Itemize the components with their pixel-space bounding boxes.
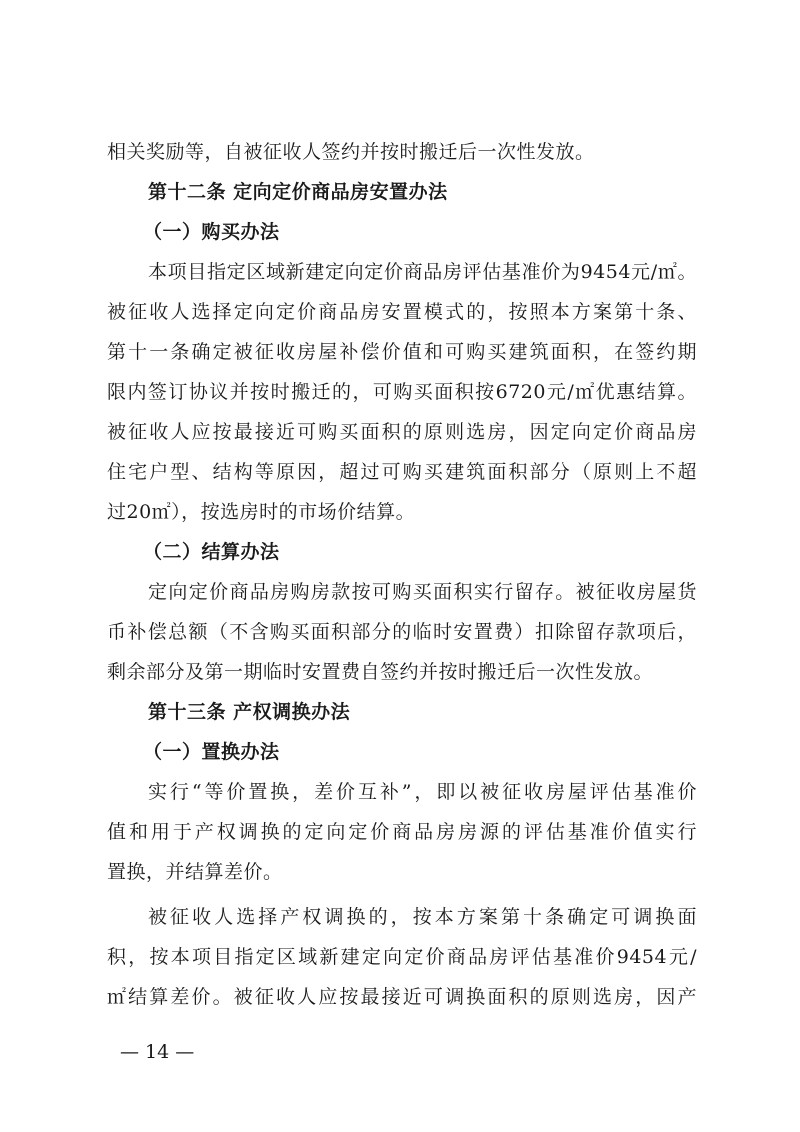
article-heading: 第十二条 定向定价商品房安置办法 xyxy=(148,181,448,203)
section-heading: （一）置换办法 xyxy=(143,741,280,763)
paragraph-line: 剩余部分及第一期临时安置费自签约并按时搬迁后一次性发放。 xyxy=(107,661,654,683)
paragraph-line: 实行“等价置换，差价互补”，即以被征收房屋评估基准价 xyxy=(148,781,697,803)
paragraph-line: 被征收人选择产权调换的，按本方案第十条确定可调换面 xyxy=(148,906,697,928)
paragraph-line: 相关奖励等，自被征收人签约并按时搬迁后一次性发放。 xyxy=(107,141,595,163)
page-number: — 14 — xyxy=(120,1041,195,1063)
section-heading: （一）购买办法 xyxy=(143,221,280,243)
paragraph-line: 定向定价商品房购房款按可购买面积实行留存。被征收房屋货 xyxy=(148,581,697,603)
paragraph-line: 过20㎡），按选房时的市场价结算。 xyxy=(107,501,416,523)
paragraph-line: 住宅户型、结构等原因，超过可购买建筑面积部分（原则上不超 xyxy=(107,461,697,483)
paragraph-line: 被征收人应按最接近可购买面积的原则选房，因定向定价商品房 xyxy=(107,421,697,443)
paragraph-line: 被征收人选择定向定价商品房安置模式的，按照本方案第十条、 xyxy=(107,301,697,323)
paragraph-line: 第十一条确定被征收房屋补偿价值和可购买建筑面积，在签约期 xyxy=(107,341,697,363)
section-heading: （二）结算办法 xyxy=(143,541,280,563)
paragraph-line: 币补偿总额（不含购买面积部分的临时安置费）扣除留存款项后， xyxy=(107,621,697,643)
article-heading: 第十三条 产权调换办法 xyxy=(148,701,351,723)
paragraph-line: 置换，并结算差价。 xyxy=(107,861,283,883)
paragraph-line: 限内签订协议并按时搬迁的，可购买面积按6720元/㎡优惠结算。 xyxy=(107,381,697,403)
paragraph-line: 积，按本项目指定区域新建定向定价商品房评估基准价9454元/ xyxy=(107,946,697,968)
paragraph-line: 本项目指定区域新建定向定价商品房评估基准价为9454元/㎡。 xyxy=(148,261,697,283)
paragraph-line: 值和用于产权调换的定向定价商品房房源的评估基准价值实行 xyxy=(107,821,697,843)
paragraph-line: ㎡结算差价。被征收人应按最接近可调换面积的原则选房，因产 xyxy=(107,986,697,1008)
